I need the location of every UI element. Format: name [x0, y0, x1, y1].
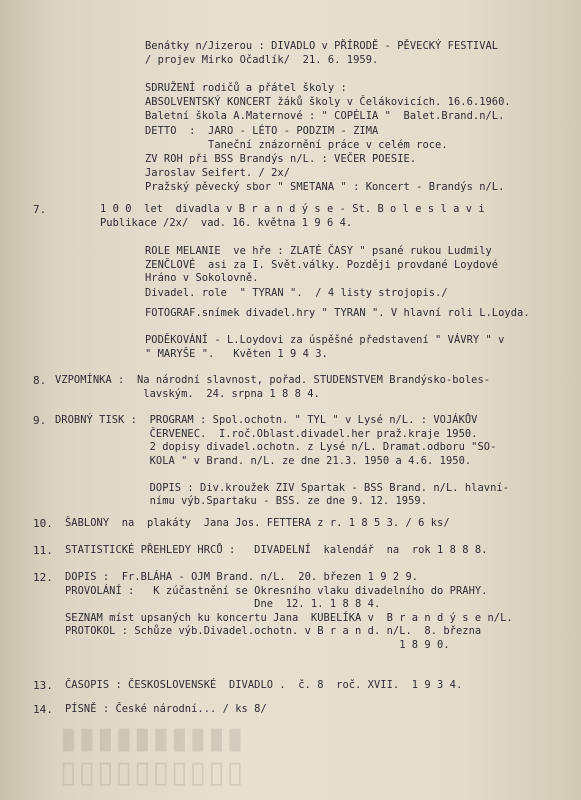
entry-line: ROLE MELANIE ve hře : ZLATÉ ČASY " psané rukou Ludmily [145, 245, 492, 257]
entry-line: Taneční znázornění práce v celém roce. [145, 138, 448, 151]
entry-line: DROBNÝ TISK : PROGRAM : Spol.ochotn. " TYL " v Lysé n/L. : VOJÁKŮV [55, 414, 478, 426]
entry-number: 7. [33, 203, 47, 216]
entry-line: Pražský pěvecký sbor " SMETANA " : Koncert - Brandýs n/L. [145, 181, 505, 193]
entry-line: ČASOPIS : ČESKOSLOVENSKÉ DIVADLO . č. 8 roč. XVII. 1 9 3 4. [65, 679, 463, 691]
entry-line: Jaroslav Seifert. / 2x/ [145, 166, 291, 179]
entry-line: Baletní škola A.Maternové : " COPÉLIA " Balet.Brand.n/L. [145, 110, 505, 122]
entry-line: PÍSNĚ : České národní... / ks 8/ [65, 703, 267, 715]
entry-number: 13. [33, 679, 53, 692]
entry-line: " MARYŠE ". Květen 1 9 4 3. [145, 347, 328, 360]
entry-line: SEZNAM míst upsaných ku koncertu Jana KUBELÍKA v B r a n d ý s e n/L. [65, 611, 513, 624]
entry-line: SDRUŽENÍ rodičů a přátel školy : [145, 82, 347, 94]
entry-line: DOPIS : Div.kroužek ZIV Spartak - BSS Brand. n/L. hlavní- [55, 481, 510, 494]
entry-line: PROTOKOL : Schůze výb.Divadel.ochotn. v B r a n d. n/L. 8. března [65, 625, 482, 637]
entry-line: Dne 12. 1. 1 8 8 4. [65, 598, 381, 610]
entry-line: PODĚKOVÁNÍ - L.Loydovi za úspěšné představení " VÁVRY " v [145, 334, 505, 346]
entry-line: 1 8 9 0. [65, 638, 450, 651]
entry-line: nímu výb.Spartaku - BSS. ze dne 9. 12. 1959. [55, 495, 428, 507]
entry-number: 9. [33, 414, 47, 427]
entry-line: Hráno v Sokolovně. [145, 272, 259, 284]
entry-number: 10. [33, 517, 53, 530]
entry-line: / projev Mirko Očadlík/ 21. 6. 1959. [145, 53, 379, 66]
entry-number: 11. [33, 544, 53, 557]
entry-line: ABSOLVENTSKÝ KONCERT žáků školy v Čelákovicích. 16.6.1960. [145, 95, 511, 108]
entry-line: ŠABLONY na plakáty Jana Jos. FETTERA z r. 1 8 5 3. / 6 ks/ [65, 517, 450, 529]
entry-line: KOLA " v Brand. n/L. ze dne 21.3. 1950 a 4.6. 1950. [55, 454, 472, 467]
entry-number: 12. [33, 571, 53, 584]
entry-line: Divadel. role " TYRAN ". / 4 listy strojopis./ [145, 287, 448, 299]
entry-line: DETTO : JARO - LÉTO - PODZIM - ZIMA [145, 125, 379, 137]
entry-line: STATISTICKÉ PŘEHLEDY HRCŮ : DIVADELNÍ kalendář na rok 1 8 8 8. [65, 544, 488, 556]
entry-number: 14. [33, 703, 53, 716]
entry-number: 8. [33, 374, 47, 387]
entry-line: FOTOGRAF.snímek divadel.hry " TYRAN ". V hlavní roli L.Loyda. [145, 307, 530, 319]
entry-line: ZV ROH při BSS Brandýs n/L. : VEČER POESIE. [145, 153, 417, 165]
entry-line: VZPOMÍNKA : Na národní slavnost, pořad. STUDENSTVEM Brandýsko-boles- [55, 374, 491, 386]
entry-line: 1 0 0 let divadla v B r a n d ý s e - St. B o l e s l a v i [100, 203, 485, 215]
background-stamp-graphic: ▮▮▮▮▮▮▮▮▮▮ ▯▯▯▯▯▯▯▯▯▯ [60, 722, 246, 790]
entry-line: lavským. 24. srpna 1 8 8 4. [55, 387, 320, 400]
entry-line: Publikace /2x/ vad. 16. května 1 9 6 4. [100, 216, 353, 229]
entry-line: Benátky n/Jizerou : DIVADLO v PŘÍRODĚ - PĚVECKÝ FESTIVAL [145, 40, 499, 52]
entry-line: 2 dopisy divadel.ochotn. z Lysé n/L. Dramat.odboru "SO- [55, 441, 497, 453]
entry-line: DOPIS : Fr.BLÁHA - OJM Brand. n/L. 20. březen 1 9 2 9. [65, 571, 419, 583]
entry-line: ČERVENEC. I.roč.Oblast.divadel.her praž.kraje 1950. [55, 427, 478, 440]
entry-line: PROVOLÁNÍ : K zúčastnění se Okresního vlaku divadelního do PRAHY. [65, 584, 488, 597]
entry-line: ZENČLOVÉ asi za I. Svět.války. Později provdané Loydové [145, 258, 499, 271]
